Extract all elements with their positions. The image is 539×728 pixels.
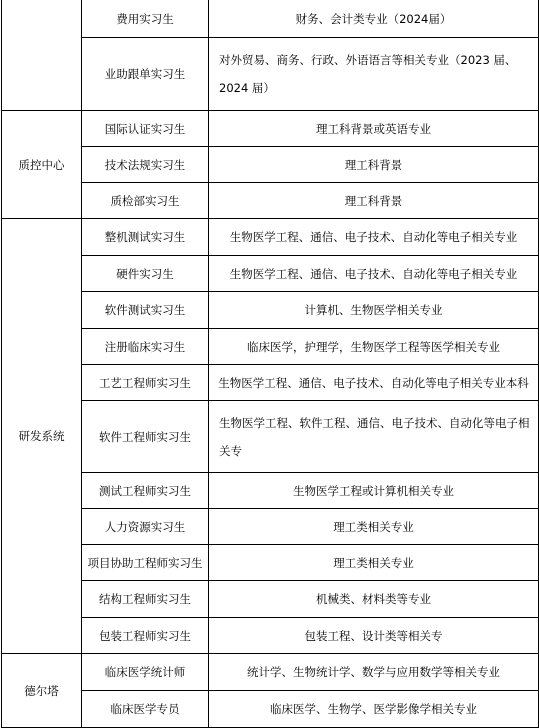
table-row	[2, 111, 539, 147]
table-row	[2, 473, 539, 509]
table-row	[2, 691, 539, 728]
table-row	[2, 509, 539, 545]
position-cell: 质检部实习生	[82, 183, 209, 219]
requirement-cell: 生物医学工程、通信、电子技术、自动化等电子相关专业	[209, 256, 539, 292]
position-cell: 包装工程师实习生	[82, 618, 209, 654]
position-cell: 硬件实习生	[82, 256, 209, 292]
position-cell: 整机测试实习生	[82, 219, 209, 256]
position-cell: 国际认证实习生	[82, 111, 209, 147]
department-cell	[2, 0, 82, 111]
position-cell: 费用实习生	[82, 0, 209, 38]
position-cell: 项目协助工程师实习生	[82, 545, 209, 581]
table-row	[2, 365, 539, 401]
table-row	[2, 581, 539, 618]
requirement-cell: 生物医学工程、软件工程、通信、电子技术、自动化等电子相关专	[209, 401, 539, 473]
requirement-cell: 财务、会计类专业（2024届）	[209, 0, 539, 38]
requirement-cell: 机械类、材料类等专业	[209, 581, 539, 618]
requirement-cell: 理工科背景或英语专业	[209, 111, 539, 147]
requirement-cell: 统计学、生物统计学、数学与应用数学等相关专业	[209, 654, 539, 691]
table-row	[2, 183, 539, 219]
table-row	[2, 0, 539, 38]
department-cell: 质控中心	[2, 111, 82, 219]
requirement-cell: 临床医学，护理学，生物医学工程等医学相关专业	[209, 329, 539, 365]
table-row	[2, 401, 539, 473]
position-cell: 人力资源实习生	[82, 509, 209, 545]
requirement-cell: 生物医学工程、通信、电子技术、自动化等电子相关专业	[209, 219, 539, 256]
position-cell: 结构工程师实习生	[82, 581, 209, 618]
position-cell: 业助跟单实习生	[82, 38, 209, 111]
position-cell: 临床医学专员	[82, 691, 209, 728]
position-cell: 软件测试实习生	[82, 292, 209, 329]
table-row	[2, 654, 539, 691]
table-row	[2, 219, 539, 256]
requirement-cell: 对外贸易、商务、行政、外语语言等相关专业（2023 届、2024 届）	[209, 38, 539, 111]
department-cell: 德尔塔	[2, 654, 82, 728]
requirement-cell: 计算机、生物医学相关专业	[209, 292, 539, 329]
requirement-cell: 理工科背景	[209, 147, 539, 183]
position-cell: 测试工程师实习生	[82, 473, 209, 509]
table-row	[2, 256, 539, 292]
table-row	[2, 618, 539, 654]
requirement-cell: 临床医学、生物学、医学影像学相关专业	[209, 691, 539, 728]
table-row	[2, 329, 539, 365]
requirement-cell: 理工类相关专业	[209, 509, 539, 545]
table-row	[2, 545, 539, 581]
table-row	[2, 292, 539, 329]
position-cell: 注册临床实习生	[82, 329, 209, 365]
positions-table	[1, 0, 539, 728]
table-row	[2, 38, 539, 111]
requirement-cell: 理工类相关专业	[209, 545, 539, 581]
position-cell: 工艺工程师实习生	[82, 365, 209, 401]
requirement-cell: 包装工程、设计类等相关专	[209, 618, 539, 654]
position-cell: 临床医学统计师	[82, 654, 209, 691]
table-row	[2, 147, 539, 183]
requirement-cell: 生物医学工程、通信、电子技术、自动化等电子相关专业本科	[209, 365, 539, 401]
requirement-cell: 生物医学工程或计算机相关专业	[209, 473, 539, 509]
department-cell: 研发系统	[2, 219, 82, 654]
requirement-cell: 理工科背景	[209, 183, 539, 219]
position-cell: 技术法规实习生	[82, 147, 209, 183]
position-cell: 软件工程师实习生	[82, 401, 209, 473]
